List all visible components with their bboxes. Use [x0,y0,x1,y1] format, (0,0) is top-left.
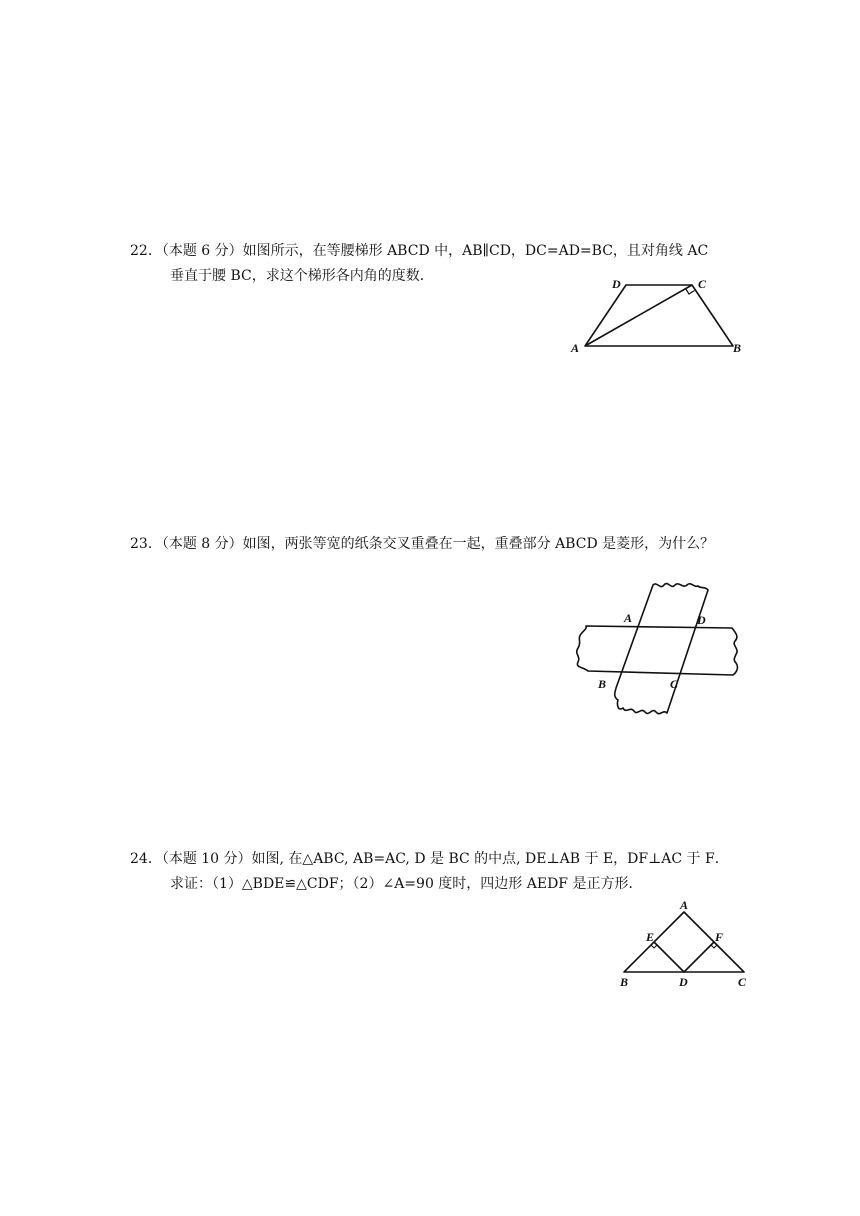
q24-label-F: F [715,930,724,944]
q24-text-line2: 求证：（1）△BDE≌△CDF；（2）∠A=90 度时，四边形 AEDF 是正方形． [170,876,643,892]
q22-label-B: B [733,341,742,355]
q24-text-line1: 24．（本题 10 分）如图, 在△ABC, AB=AC, D 是 BC 的中点, DE⊥AB 于 E，DF⊥AC 于 F． [130,851,729,867]
q23-label-B: B [598,677,607,691]
q22-label-D: D [612,277,621,291]
q23-label-D: D [697,613,706,627]
q24-triangle-figure [610,897,755,992]
q24-label-A: A [680,898,689,912]
q22-text-line1: 22．（本题 6 分）如图所示，在等腰梯形 ABCD 中，AB∥CD，DC=AD=BC，且对角线 AC [130,243,709,259]
q24-label-E: E [646,930,655,944]
q23-label-A: A [624,611,633,625]
q23-text-line1: 23．（本题 8 分）如图，两张等宽的纸条交叉重叠在一起，重叠部分 ABCD 是菱形，为什么？ [130,536,715,552]
q22-label-A: A [571,341,580,355]
q22-trapezoid-figure [565,270,755,365]
q22-label-C: C [698,277,707,291]
q24-label-C: C [738,975,747,989]
q24-label-B: B [620,975,629,989]
q22-text-line2: 垂直于腰 BC，求这个梯形各内角的度数． [170,268,434,284]
q23-paper-strips-figure [560,578,750,723]
q23-label-C: C [670,677,679,691]
q24-label-D: D [679,975,688,989]
